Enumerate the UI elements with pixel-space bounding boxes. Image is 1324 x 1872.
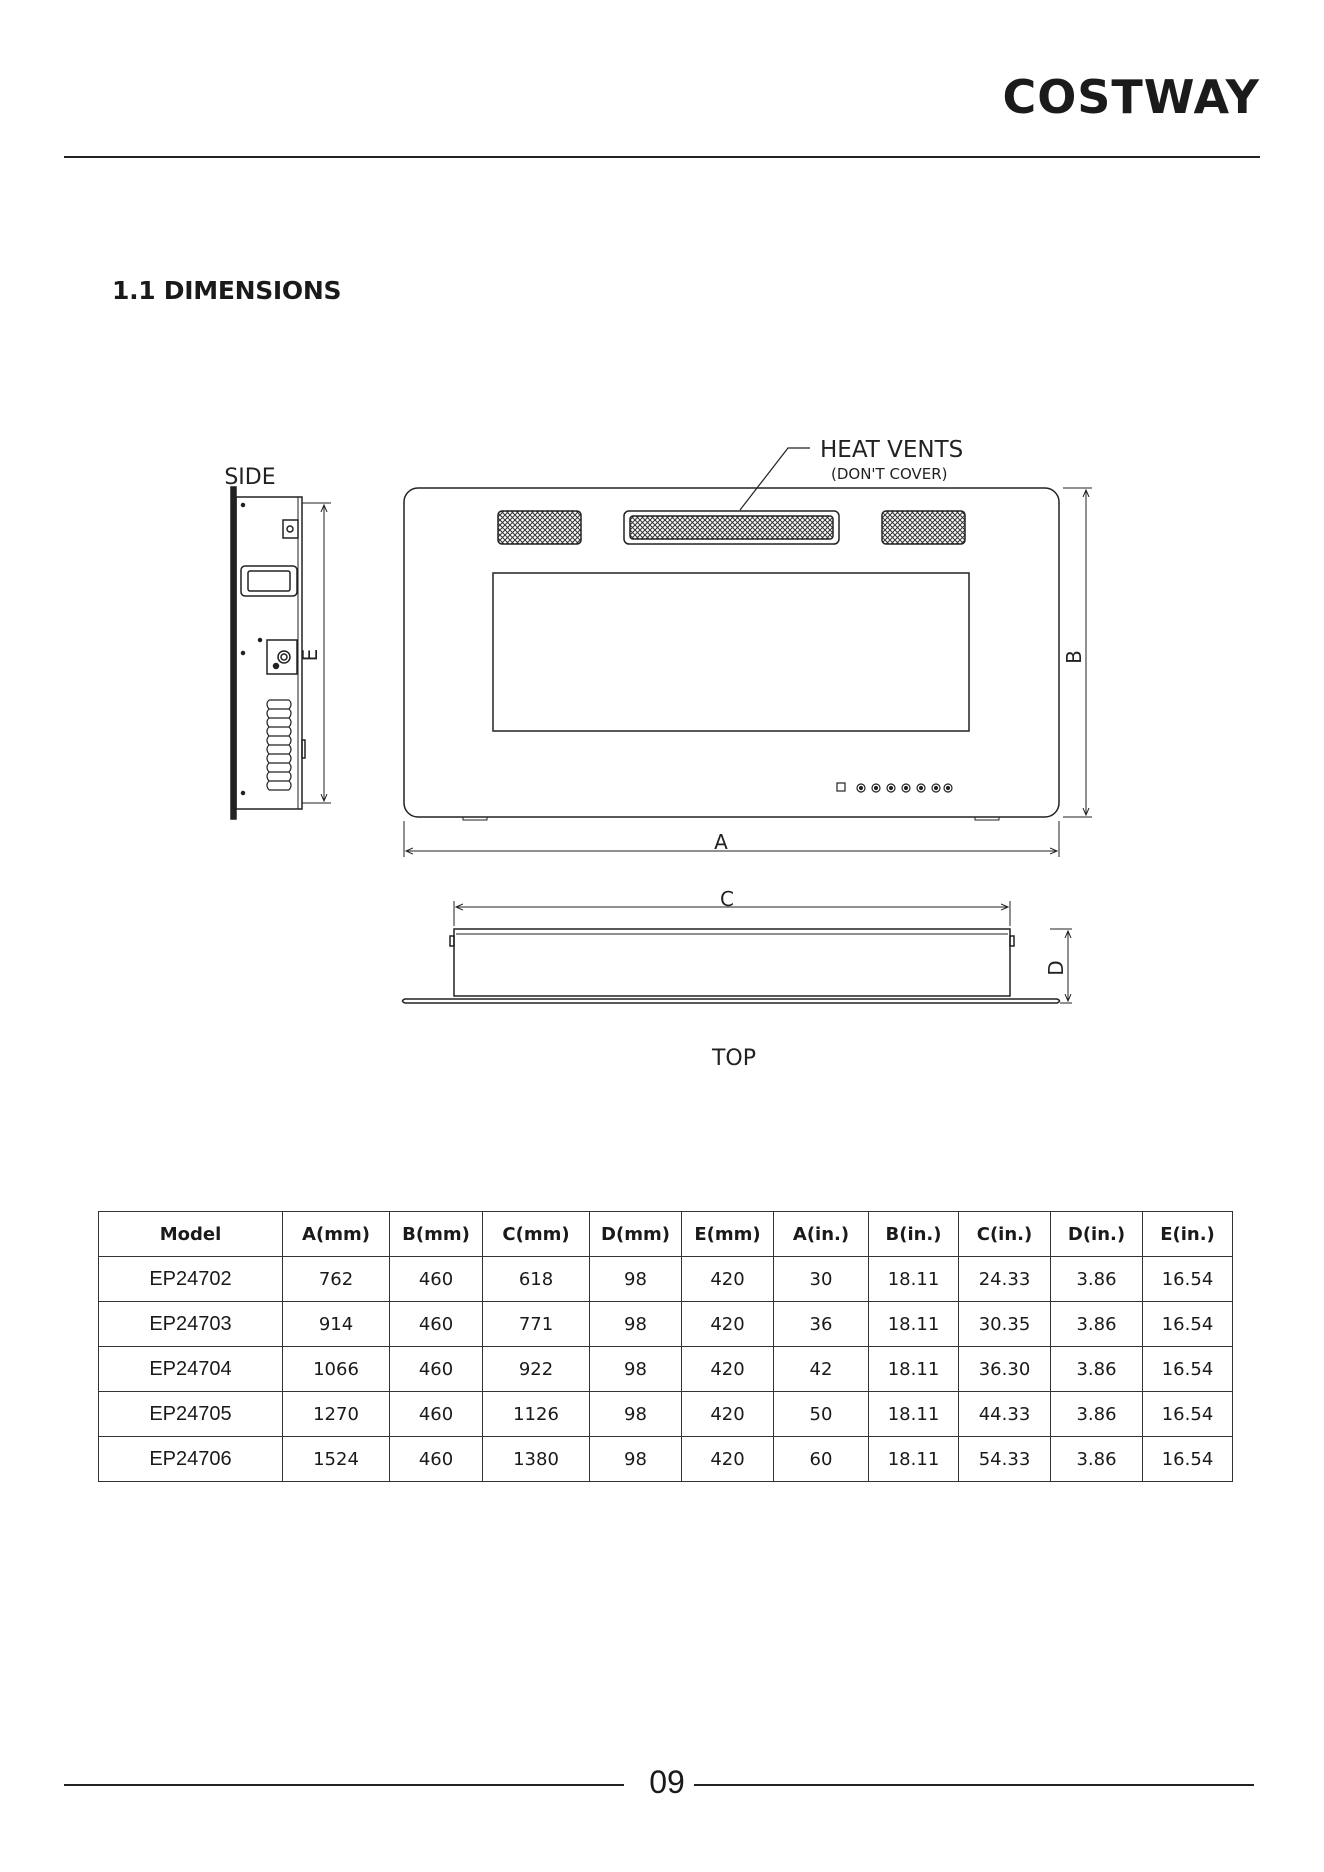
table-cell: 42	[774, 1347, 869, 1392]
side-vent-slots	[267, 700, 291, 790]
table-cell: 16.54	[1143, 1302, 1233, 1347]
column-header: E(mm)	[682, 1212, 774, 1257]
table-cell: 762	[283, 1257, 390, 1302]
table-cell: 922	[483, 1347, 590, 1392]
dimensions-table	[98, 1211, 1233, 1482]
table-cell: 18.11	[869, 1392, 959, 1437]
table-cell: 18.11	[869, 1437, 959, 1482]
table-cell: 618	[483, 1257, 590, 1302]
table-row	[99, 1302, 1233, 1347]
table-cell: 420	[682, 1437, 774, 1482]
table-cell: 98	[590, 1347, 682, 1392]
heat-vents-note: (DON'T COVER)	[831, 465, 948, 483]
model-cell: EP24705	[99, 1392, 283, 1437]
table-cell: 460	[390, 1257, 483, 1302]
dim-a-label: A	[714, 830, 728, 854]
table-cell: 3.86	[1051, 1302, 1143, 1347]
table-cell: 98	[590, 1437, 682, 1482]
brand-logo: COSTWAY	[1002, 70, 1260, 124]
table-cell: 771	[483, 1302, 590, 1347]
column-header: A(in.)	[774, 1212, 869, 1257]
table-cell: 420	[682, 1392, 774, 1437]
table-cell: 98	[590, 1302, 682, 1347]
heat-vent-left	[498, 511, 581, 544]
footer-divider-left	[64, 1784, 624, 1786]
model-cell: EP24704	[99, 1347, 283, 1392]
table-row	[99, 1347, 1233, 1392]
table-header-row	[99, 1212, 1233, 1257]
model-cell: EP24706	[99, 1437, 283, 1482]
table-cell: 420	[682, 1347, 774, 1392]
table-cell: 98	[590, 1257, 682, 1302]
front-view	[404, 448, 1092, 857]
side-label: SIDE	[224, 465, 276, 490]
table-cell: 50	[774, 1392, 869, 1437]
table-cell: 36.30	[959, 1347, 1051, 1392]
table-cell: 18.11	[869, 1347, 959, 1392]
table-cell: 1380	[483, 1437, 590, 1482]
table-cell: 3.86	[1051, 1392, 1143, 1437]
table-cell: 420	[682, 1302, 774, 1347]
column-header: D(in.)	[1051, 1212, 1143, 1257]
table-cell: 16.54	[1143, 1257, 1233, 1302]
table-cell: 1066	[283, 1347, 390, 1392]
table-cell: 16.54	[1143, 1437, 1233, 1482]
table-cell: 1270	[283, 1392, 390, 1437]
column-header: C(mm)	[483, 1212, 590, 1257]
heat-vent-center	[630, 516, 833, 539]
column-header: B(mm)	[390, 1212, 483, 1257]
table-cell: 16.54	[1143, 1347, 1233, 1392]
dim-b-label: B	[1062, 650, 1086, 664]
table-cell: 24.33	[959, 1257, 1051, 1302]
column-header: E(in.)	[1143, 1212, 1233, 1257]
dim-c-label: C	[720, 887, 734, 911]
table-cell: 460	[390, 1437, 483, 1482]
page-number: 09	[649, 1764, 685, 1800]
footer-divider-right	[694, 1784, 1254, 1786]
column-header: D(mm)	[590, 1212, 682, 1257]
table-cell: 30.35	[959, 1302, 1051, 1347]
column-header: A(mm)	[283, 1212, 390, 1257]
control-panel-buttons	[837, 783, 952, 792]
table-cell: 98	[590, 1392, 682, 1437]
table-row	[99, 1257, 1233, 1302]
column-header: B(in.)	[869, 1212, 959, 1257]
dim-d-label: D	[1044, 960, 1068, 976]
section-title: 1.1 DIMENSIONS	[112, 276, 342, 305]
heat-vents-label: HEAT VENTS	[820, 437, 964, 463]
table-cell: 1126	[483, 1392, 590, 1437]
table-cell: 44.33	[959, 1392, 1051, 1437]
model-cell: EP24703	[99, 1302, 283, 1347]
table-cell: 914	[283, 1302, 390, 1347]
table-cell: 54.33	[959, 1437, 1051, 1482]
table-cell: 36	[774, 1302, 869, 1347]
table-cell: 460	[390, 1392, 483, 1437]
table-cell: 18.11	[869, 1257, 959, 1302]
column-header: C(in.)	[959, 1212, 1051, 1257]
table-cell: 18.11	[869, 1302, 959, 1347]
table-cell: 16.54	[1143, 1392, 1233, 1437]
table-cell: 460	[390, 1302, 483, 1347]
table-cell: 60	[774, 1437, 869, 1482]
top-view	[403, 901, 1073, 1003]
table-row	[99, 1392, 1233, 1437]
model-cell: EP24702	[99, 1257, 283, 1302]
heat-vent-right	[882, 511, 965, 544]
table-row	[99, 1437, 1233, 1482]
top-label: TOP	[711, 1046, 757, 1071]
column-header: Model	[99, 1212, 283, 1257]
table-cell: 460	[390, 1347, 483, 1392]
table-cell: 30	[774, 1257, 869, 1302]
table-cell: 3.86	[1051, 1257, 1143, 1302]
table-cell: 420	[682, 1257, 774, 1302]
dim-e-label: E	[298, 648, 322, 662]
table-cell: 3.86	[1051, 1437, 1143, 1482]
table-cell: 1524	[283, 1437, 390, 1482]
flame-window	[493, 573, 969, 731]
table-cell: 3.86	[1051, 1347, 1143, 1392]
